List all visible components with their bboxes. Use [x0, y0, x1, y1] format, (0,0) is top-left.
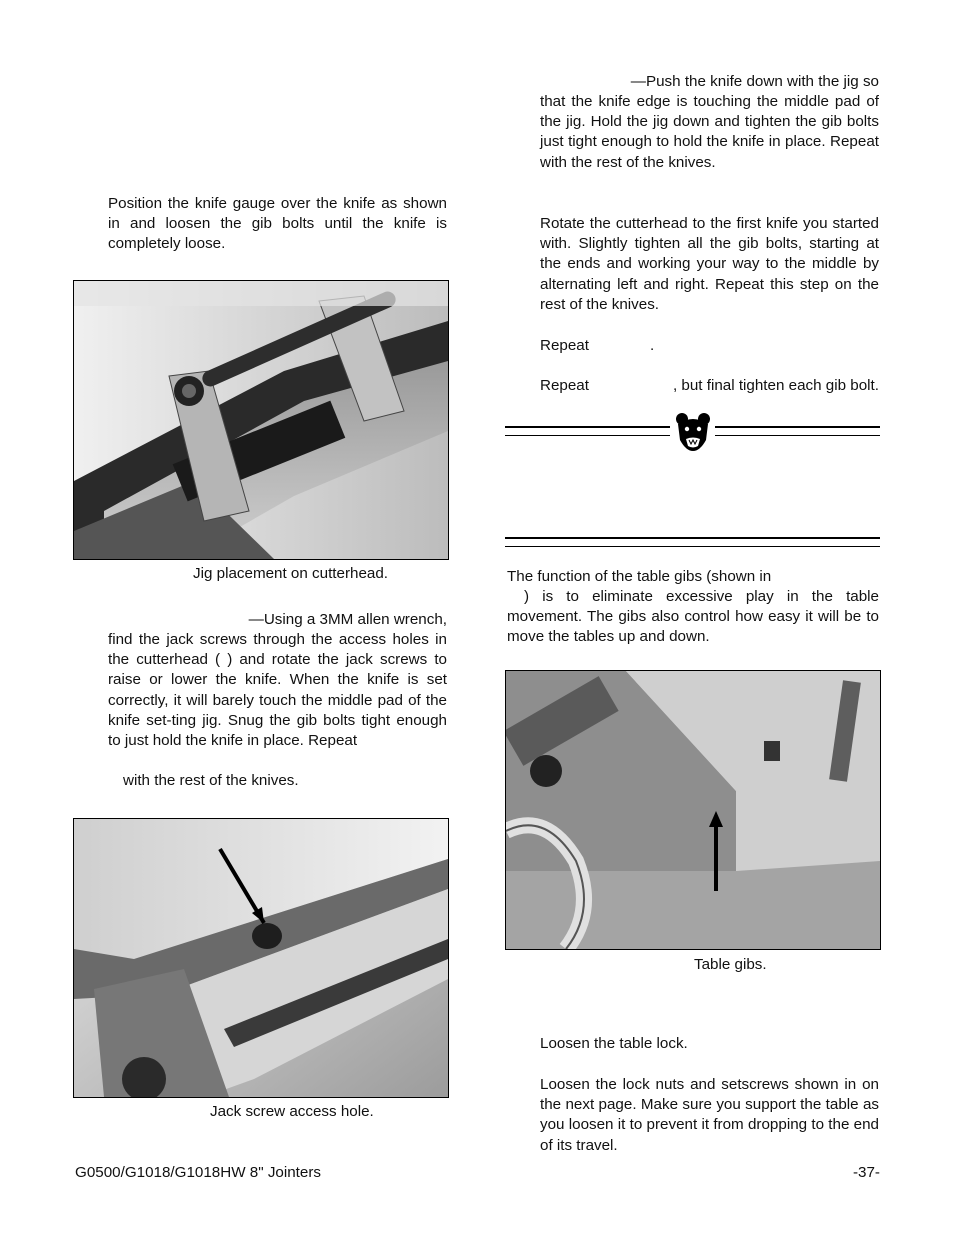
- figure2-caption: Jack screw access hole.: [210, 1103, 374, 1120]
- p-rotate-cutterhead: Rotate the cutterhead to the first knife you started with. Slightly tighten all the gib bolts, starting at the ends and working your way to the middle by alternating left and right. Repeat this step on the rest of the knives.: [540, 215, 879, 313]
- figure-table-gibs-photo: [505, 670, 881, 950]
- figure-jig-placement-photo: [73, 280, 449, 560]
- header-rule-right-bottom: [715, 435, 880, 436]
- step-loosen-lock-nuts: Loosen the lock nuts and setscrews shown in on the next page. Make sure you support the table as you loosen it to prevent it from dropping to the end of its travel.: [540, 1076, 879, 1154]
- figure-jack-screw-photo: [73, 818, 449, 1098]
- p-repeat-2-end: , but final tighten each gib bolt.: [672, 377, 879, 394]
- gibs-intro-body: ) is to eliminate excessive play in the table movement. The gibs also control how easy it will be to move the tables up and down.: [507, 588, 879, 646]
- p-push-dash: —Push the knife down with the jig so: [630, 73, 879, 90]
- footer-page-number: -37-: [852, 1164, 880, 1181]
- p-repeat-1-end: .: [650, 337, 655, 354]
- section-rule-top: [505, 537, 880, 539]
- p-push-body: that the knife edge is touching the middle pad of the jig. Hold the jig down and tighten the gib bolts just tight enough to hold the knife in place. Repeat with the rest of the knives.: [540, 93, 879, 171]
- p-repeat-2-word: Repeat: [540, 377, 589, 394]
- section-rule-bottom: [505, 546, 880, 547]
- step-loosen-table-lock: Loosen the table lock.: [540, 1035, 688, 1052]
- figure3-caption: Table gibs.: [694, 956, 767, 973]
- p-position-gauge: Position the knife gauge over the knife as shown in and loosen the gib bolts until the knife is completely loose.: [108, 195, 447, 253]
- gibs-intro-start: The function of the table gibs (shown in: [507, 568, 772, 585]
- footer-model: G0500/G1018/G1018HW 8" Jointers: [75, 1164, 321, 1181]
- p-jack-screws-dash: —Using a 3MM allen wrench,: [248, 611, 447, 628]
- p-repeat-1-word: Repeat: [540, 337, 589, 354]
- p-jack-screws-body: find the jack screws through the access holes in the cutterhead ( ) and rotate the jack screws to raise or lower the knife. When the knife is set correctly, it will barely touch the middle pad of the knife set-ting jig. Snug the gib bolts tight enough to just hold the knife in place. Repeat: [108, 631, 447, 750]
- grizzly-bear-logo-icon: [674, 412, 712, 452]
- header-rule-left-top: [505, 426, 670, 428]
- header-rule-left-bottom: [505, 435, 670, 436]
- figure1-caption: Jig placement on cutterhead.: [193, 565, 389, 582]
- p-jack-screws-tail: with the rest of the knives.: [123, 772, 299, 789]
- header-rule-right-top: [715, 426, 880, 428]
